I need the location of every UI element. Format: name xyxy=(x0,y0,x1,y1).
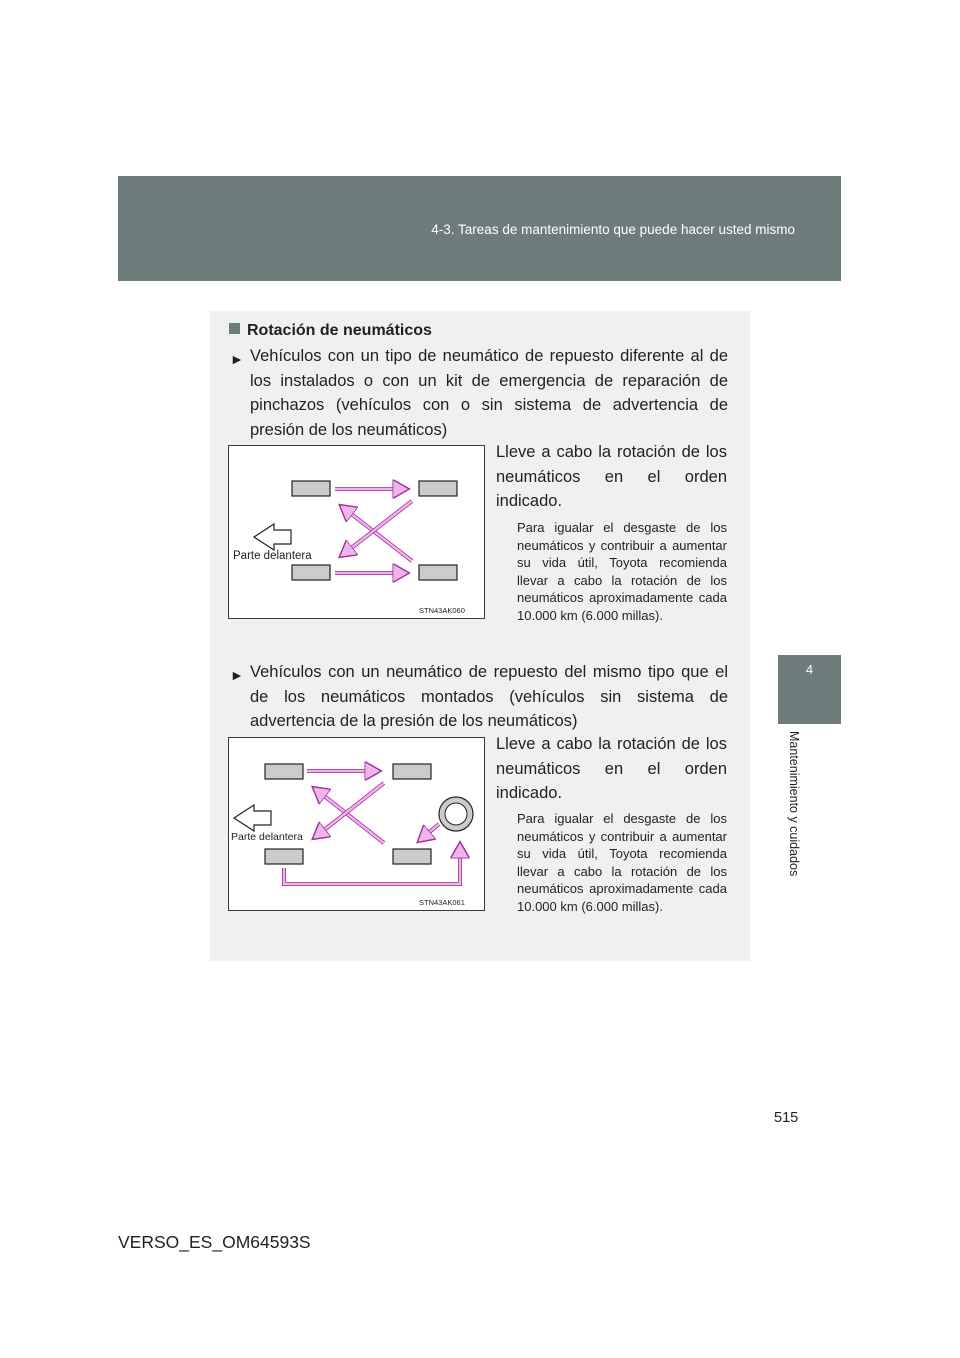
rotation-arrow xyxy=(341,506,412,561)
tire-front-right xyxy=(265,849,303,864)
spare-tire-hub xyxy=(445,803,467,825)
rotation-diagram-2 xyxy=(228,737,485,911)
rotation-arrow xyxy=(314,788,384,843)
front-direction-arrow-icon xyxy=(254,524,291,550)
square-bullet-icon xyxy=(229,323,240,334)
bullet-text-1: Vehículos con un tipo de neumático de repuesto diferente al de los instalados o con un kit de emergencia de reparación de pinchazos (vehículos con o sin sistema de advertencia de presión de los neumáticos) xyxy=(250,347,728,439)
tire-rear-right xyxy=(419,565,457,580)
note-text-2: Para igualar el desgaste de los neumáticos y contribuir a aumentar su vida útil, Toyota recomienda llevar a cabo la rotación de los neumáticos aproximadamente cada 10.000 km (6.000 millas). xyxy=(517,811,727,914)
tire-rear-right xyxy=(393,849,431,864)
triangle-bullet-icon: ► xyxy=(230,667,244,683)
front-label: Parte delantera xyxy=(231,831,303,843)
note-text-1: Para igualar el desgaste de los neumáticos y contribuir a aumentar su vida útil, Toyota recomienda llevar a cabo la rotación de los neumáticos aproximadamente cada 10.000 km (6.000 millas). xyxy=(517,520,727,623)
rotation-diagram-1 xyxy=(228,445,485,619)
front-direction-arrow-icon xyxy=(234,805,271,831)
section-heading-text: Rotación de neumáticos xyxy=(247,322,432,339)
tire-front-right xyxy=(292,565,330,580)
front-label: Parte delantera xyxy=(233,550,312,562)
rotation-diagram-2-svg xyxy=(229,738,484,910)
rotation-diagram-1-svg xyxy=(229,446,484,618)
tire-front-left xyxy=(265,764,303,779)
tire-rear-left xyxy=(419,481,457,496)
section-heading xyxy=(229,322,432,340)
header-title: 4-3. Tareas de mantenimiento que puede hacer usted mismo xyxy=(431,222,795,237)
tire-rear-left xyxy=(393,764,431,779)
rotation-arrow xyxy=(419,824,439,841)
section-header-bar xyxy=(118,176,841,281)
page-number: 515 xyxy=(774,1110,799,1126)
rotation-arrow xyxy=(284,844,460,884)
bullet-item-2 xyxy=(230,660,728,734)
rotation-arrow xyxy=(341,501,412,556)
figure-code: STN43AK061 xyxy=(419,898,465,907)
bullet-item-1 xyxy=(230,344,728,442)
instruction-text-1: Lleve a cabo la rotación de los neumáticos en el orden indicado. xyxy=(496,443,727,510)
rotation-arrow xyxy=(314,783,384,838)
document-code: VERSO_ES_OM64593S xyxy=(118,1232,311,1252)
chapter-number: 4 xyxy=(805,662,814,677)
bullet-text-2: Vehículos con un neumático de repuesto del mismo tipo que el de los neumáticos montados (vehículos sin sistema de advertencia de la presión de los neumáticos) xyxy=(250,663,728,730)
rotation-arrow xyxy=(284,844,460,884)
tire-front-left xyxy=(292,481,330,496)
figure-code: STN43AK060 xyxy=(419,606,465,615)
chapter-tab xyxy=(778,655,841,724)
instruction-text-2: Lleve a cabo la rotación de los neumáticos en el orden indicado. xyxy=(496,735,727,802)
chapter-label: Mantenimiento y cuidados xyxy=(787,731,801,877)
triangle-bullet-icon: ► xyxy=(230,351,244,367)
